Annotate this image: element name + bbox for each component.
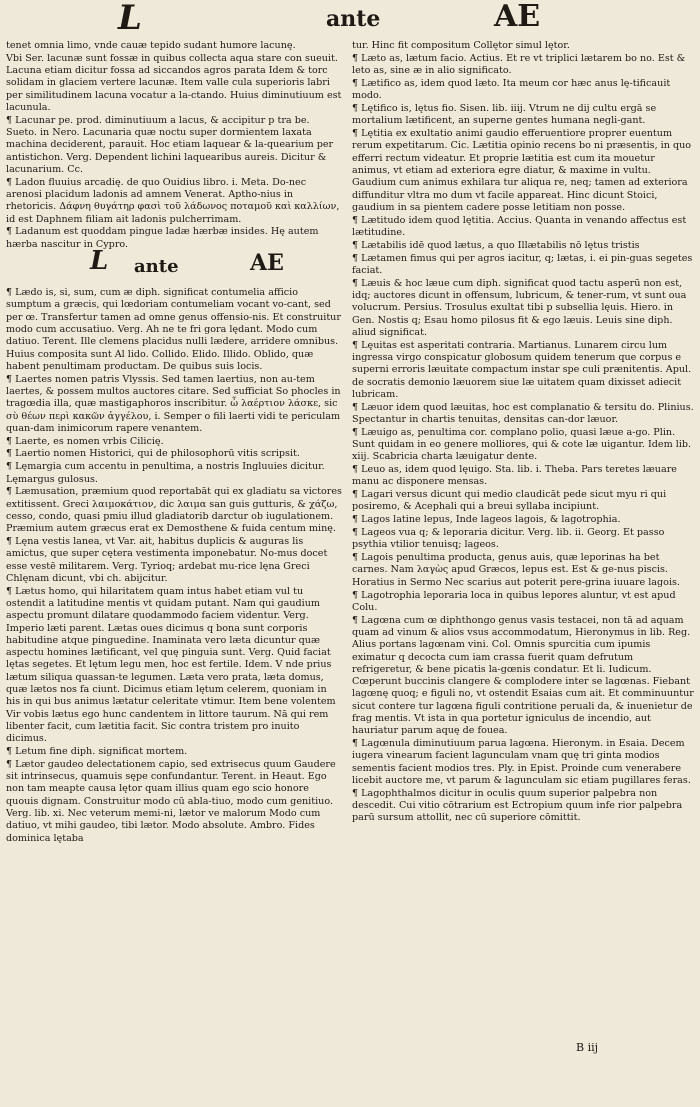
dictionary-entry: ¶ Lęuitas est asperitati contraria. Martianus. Lunarem circu lum ingressa virgo conspicatur globosum quidem tenerum que corpus e superni erroris læuitate compactum instar spe culi prænitentis. Apul. de socratis demonio læuorem siue læ uitatem quam dixisset adiecit lubricam. bbox=[352, 339, 692, 400]
dictionary-entry: ¶ Lætitudo idem quod lętitia. Accius. Quanta in venando affectus est lætitudine. bbox=[352, 214, 687, 238]
dictionary-entry: ¶ Lagos latine lepus, Inde lageos lagois, & lagotrophia. bbox=[352, 514, 621, 526]
dictionary-entry: ¶ Lætor gaudeo delectationem capio, sed extrisecus quum Gaudere sit intrinsecus, quamuis sępe confundantur. Terent. in Heaut. Ego non tam meapte causa lętor quam illius quam ego scio honore quouis dignam. Construitur modo cū abla-tiuo, modo cum genitiuo. Verg. lib. xi. Nec veterum memi-ni, lætor ve malorum Modo cum datiuo, vt mihi gaudeo, tibi lætor. Modo absolute. Ambro. Fides dominica lętaba bbox=[6, 758, 336, 844]
subheader-initial-left: L bbox=[90, 246, 109, 277]
dictionary-entry: ¶ Laertes nomen patris Vlyssis. Sed tamen laertius, non au-tem laertes, & possem multos auctores citare. Sed sufficiat So phocles in tragœdia illa, quæ mastigaphoros inscribitur. ὦ λαέρτιον λάσκε, sic σὺ θέων περὶ κακῶν ἀγγέλου, i. Semper o fili laerti vidi te periculam quan-dam inimicorum rapere venantem. bbox=[6, 373, 341, 434]
dictionary-entry: ¶ Læuigo as, penultima cor. complano polio, quasi læue a-go. Plin. Sunt quidam in eo genere molliores, qui & cote læ uigantur. Idem lib. xiij. Scabricia charta læuigatur dente. bbox=[352, 426, 692, 463]
right-column bbox=[352, 40, 694, 1040]
dictionary-entry: ¶ Lacunar pe. prod. diminutiuum a lacus, & accipitur p tra be. Sueto. in Nero. Lacunaria quæ noctu super dormientem laxata machina deciderent, parauit. Hoc etiam laquear & la-quearium per antistichon. Verg. Dependent lichini laquearibus aureis. Dicitur & lacunarium. Cc. bbox=[6, 114, 334, 175]
dictionary-entry: ¶ Leuo as, idem quod lęuigo. Sta. lib. i. Theba. Pars teretes læuare manu ac disponere mensas. bbox=[352, 464, 677, 488]
dictionary-entry: tur. Hinc fit compositum Collętor simul lętor. bbox=[352, 40, 570, 51]
dictionary-entry: ¶ Ladon fluuius arcadię. de quo Ouidius libro. i. Meta. Do-nec arenosi placidum ladonis ad amnem Venerat. Aptho-nius in rhetoricis. Δάφνη θυγάτηρ φασὶ τοῦ λάδωνος ποταμοῦ καὶ καλλίων, id est Daphnem filiam ait ladonis pulcherrimam. bbox=[6, 176, 340, 225]
dictionary-entry: ¶ Lageos vua q; & leporaria dicitur. Verg. lib. ii. Georg. Et passo psythia vtilior tenuisq; lageos. bbox=[352, 527, 665, 551]
dictionary-entry: ¶ Lętifico is, lętus fio. Sisen. lib. iiij. Vtrum ne dij cultu ergā se mortalium lætificent, an superne gentes humana negli-gant. bbox=[352, 102, 657, 127]
dictionary-entry: ¶ Læmusation, præmium quod reportabāt qui ex gladiatu sa victores extitissent. Greci λαιμοκάτιον, dic λαιμα san guis gutturis, & χάζω, cesso, condo, quasi pmiu illud gladiatorib darctur ob iugulationem. Præmium autem græcus erat ex Demosthene & fuida centum minę. bbox=[6, 486, 342, 535]
dictionary-entry: ¶ Lædo is, si, sum, cum æ diph. significat contumelia afficio sumptum a græcis, qui lœdoriam contumeliam vocant vo-cant, sed per œ. Transfertur tamen ad omne genus offensio-nis. Et construitur modo cum accusatiuo. Verg. Ah ne te fri gora lędant. Modo cum datiuo. Terent. Ille clemens placidus nulli lædere, arridere omnibus. Huius composita sunt Al lido. Collido. Elido. Illido. Oblido, quæ habent penultimam productam. De quibus suis locis. bbox=[6, 287, 341, 372]
dictionary-entry: ¶ Lætus homo, qui hilaritatem quam intus habet etiam vul tu ostendit a latitudine mentis vt quidam putant. Nam qui gaudium aspectu promunt dilatare quodammodo faciem videntur. Verg. Imperio læti parent. Lætas oues dicimus q bona sunt corporis habitudine atque pinguedine. Inaminata vero læta dicuntur quæ aspectu homines lætificant, vel quę pinguia sunt. Verg. Quid faciat lętas segetes. Et lętum legu men, hoc est fertile. Idem. V nde prius lætum siliqua quassan-te legumen. Læta vero prata, læta domus, quæ lætos nos fa ciunt. Dicimus etiam lętum celerem, quoniam in his in qui bus animus lætatur celeritate vtimur. Item bene volentem Vir vobis lætus ego hunc candentem in littore taurum. Nā qui rem libenter facit, cum lætitia facit. Sic contra tristem pro inuito dicimus. bbox=[6, 585, 336, 745]
section-subheader bbox=[6, 246, 342, 283]
header-word: ante bbox=[326, 6, 381, 32]
dictionary-entry: ¶ Lætifico as, idem quod læto. Ita meum cor hæc anus lę-tificauit modo. bbox=[352, 77, 671, 102]
signature-mark: B iij bbox=[576, 1041, 599, 1054]
dictionary-entry: ¶ Lęmargia cum accentu in penultima, a nostris Ingluuies dicitur. Lęmargus gulosus. bbox=[6, 461, 325, 485]
dictionary-entry: Vbi Ser. lacunæ sunt fossæ in quibus collecta aqua stare con sueuit. Lacuna etiam dicitur fossa ad siccandos agros parata Idem & torc solidam in glaciem vertere lacunæ. Item valle cula superioris labri per similitudinem lacuna vocatur a la-ctando. Huius diminutiuum est lacunula. bbox=[6, 52, 342, 113]
dictionary-entry: ¶ Lęna vestis lanea, vt Var. ait, habitus duplicis & auguras lis amictus, que super cętera vestimenta imponebatur. No-mus docet esse vestē militarem. Verg. Tyrioq; ardebat mu-rice lęna Greci Chlęnam dicunt, vbi ch. abijcitur. bbox=[6, 535, 328, 584]
dictionary-entry: ¶ Lagois penultima producta, genus auis, quæ leporinas ha bet carnes. Nam λαγὼς apud Græcos, lepus est. Est & ge-nus piscis. Horatius in Sermo Nec scarius aut poterit pere-grina iuuare lagois. bbox=[352, 552, 680, 588]
left-column bbox=[6, 40, 342, 1040]
dictionary-entry: ¶ Lagotrophia leporaria loca in quibus lepores aluntur, vt est apud Colu. bbox=[352, 589, 676, 613]
dictionary-entry: ¶ Lętitia ex exultatio animi gaudio efferuentiore proprer euentum rerum expetitarum. Cic. Lætitia opinio recens bo ni præsentis, in quo efferri rectum videatur. Et proprie lætitia est cum ita mouetur animus, vt etiam ad exteriora egre diatur, & maxime in vultu. Gaudium cum animus exhilara tur aliqua re, neq; tamen ad exteriora diffunditur vltra mo dum vt facile appareat. Hinc dicunt Stoici, gaudium in sa pientem cadere posse letitiam non posse. bbox=[352, 128, 692, 213]
subheader-initial-right: AE bbox=[250, 250, 284, 277]
dictionary-entry: ¶ Læuis & hoc læue cum diph. significat quod tactu asperū non est, idq; auctores dicunt in offensum, lubricum, & tener-rum, vt sunt oua volucrum. Persius. Trosulus exultat tibi p subsellia lęuis. Hiero. in Gen. Nostis q; Esau homo pilosus fit & ego læuis. Leuis sine diph. aliud significat. bbox=[352, 277, 687, 338]
dictionary-entry: ¶ Lagari versus dicunt qui medio claudicāt pede sicut myu ri qui posiremo, & Acephali qui a breui syllaba incipiunt. bbox=[352, 489, 667, 513]
dictionary-entry: ¶ Lagœnula diminutiuum parua lagœna. Hieronym. in Esaia. Decem iugera vinearum facient lagunculam vnam quę tri ginta modios sementis facient modios tres. Ply. in Epist. Proinde cum venerabere licebit auctore me, vt parum & lagunculam sic etiam pugillares feras. bbox=[352, 738, 691, 787]
dictionary-entry: ¶ Lætabilis idē quod lætus, a quo Illætabilis nō lętus tristis bbox=[352, 239, 640, 251]
dictionary-entry: ¶ Lagophthalmos dicitur in oculis quum superior palpebra non descedit. Cui vitio cōtrarium est Ectropium quum infe rior palpebra parū sursum attollit, nec cū superiore cōmittit. bbox=[352, 787, 683, 824]
dictionary-entry: ¶ Letum fine diph. significat mortem. bbox=[6, 746, 188, 758]
dictionary-entry: ¶ Lagœna cum œ diphthongo genus vasis testacei, non tā ad aquam quam ad vinum & alios vsus accommodatum, Hieronymus in lib. Reg. Alius portans lagœnam vini. Col. Omnis spurcitia cum ipumis eximatur q decocta cum iam crassa fuerit quam defrutum refrigeretur, & bene picatis la-gœnis condatur. Et li. Iudicum. Cœperunt buccinis clangere & complodere inter se lagœnas. Fiebant lagœnę quoq; e figuli no, vt ostendit Esaias cum ait. Et comminuuntur sicut contere tur lagœna figuli contritione peruali da, & inuenietur de frag mentis. Vt ista in qua portetur igniculus de incendio, aut hauriatur parum aquę de fouea. bbox=[352, 614, 694, 737]
dictionary-entry: ¶ Ladanum est quoddam pingue ladæ hærbæ insides. Hę autem hærba nascitur in Cypro. bbox=[6, 226, 319, 250]
header-initial-left: L bbox=[118, 0, 142, 38]
dictionary-entry: ¶ Lætamen fimus qui per agros iacitur, q; lætas, i. ei pin-guas segetes faciat. bbox=[352, 252, 693, 276]
running-header bbox=[0, 0, 700, 40]
dictionary-entry: tenet omnia limo, vnde cauæ tepido sudant humore lacunę. bbox=[6, 40, 296, 51]
header-initial-right: AE bbox=[494, 0, 541, 34]
subheader-word: ante bbox=[134, 256, 179, 278]
dictionary-entry: ¶ Læto as, lætum facio. Actius. Et re vt triplici lætarem bo no. Est & leto as, sine æ in alio significato. bbox=[352, 52, 686, 77]
dictionary-entry: ¶ Laerte, es nomen vrbis Cilicię. bbox=[6, 435, 164, 447]
dictionary-entry: ¶ Læuor idem quod læuitas, hoc est complanatio & tersitu do. Plinius. Spectantur in chartis tenuitas, densitas can-dor læuor. bbox=[352, 401, 694, 425]
dictionary-entry: ¶ Laertio nomen Historici, qui de philosophorū vitis scripsit. bbox=[6, 448, 300, 460]
